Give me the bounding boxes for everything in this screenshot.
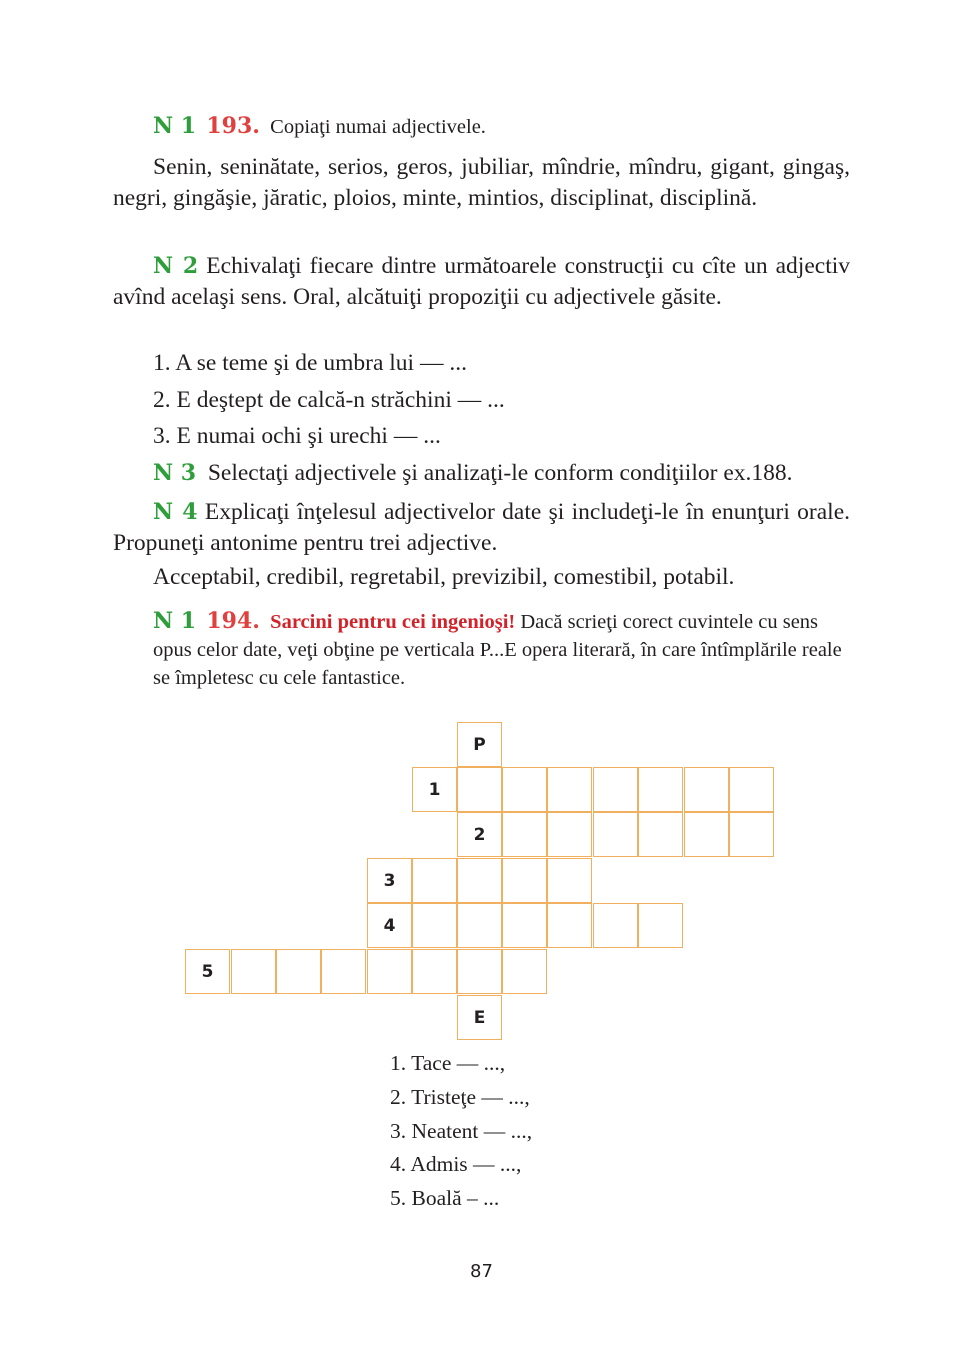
crossword-row-number: 3 [367,858,412,903]
task-text: Selectaţi adjectivele şi analizaţi-le conform condiţiilor ex.188. [207,460,793,486]
crossword-cell[interactable] [367,949,412,994]
task-text: Echivalaţi fiecare dintre următoarele construcţii cu cîte un adjectiv avînd acelaşi sens. Oral, alcătuiţi propoziţii cu adjectivele găsite. [113,253,850,310]
exercise-number: 193. [206,113,260,139]
crossword-cell[interactable] [638,903,683,948]
level-marker: N 1 [153,608,197,634]
clue-4: 4. Admis — ..., [390,1152,522,1176]
crossword-cell[interactable] [547,812,592,857]
crossword-cell[interactable] [593,812,638,857]
clue-5: 5. Boală – ... [390,1186,500,1210]
crossword-cell[interactable] [502,767,547,812]
crossword-cell[interactable] [729,812,774,857]
crossword-cell[interactable] [593,903,638,948]
crossword-row-number: 4 [367,903,412,948]
level-marker: N 4 [153,499,198,525]
crossword-cell[interactable] [547,767,592,812]
page-number: 87 [470,1261,493,1282]
crossword-cell[interactable] [547,903,592,948]
level-marker: N 3 [153,460,197,486]
crossword-cell[interactable] [729,767,774,812]
crossword-cell[interactable] [457,903,502,948]
crossword-row-number: 1 [412,767,457,812]
task-n4 [113,497,850,559]
level-marker: N 1 [153,113,197,139]
crossword-cell[interactable] [231,949,276,994]
crossword-cell[interactable] [502,812,547,857]
clue-2: 2. Tristeţe — ..., [390,1085,530,1109]
ex193-header [153,113,486,139]
crossword-cell[interactable] [638,812,683,857]
crossword-cell[interactable] [457,949,502,994]
crossword-cell[interactable] [684,767,729,812]
exercise-number: 194. [206,608,260,634]
crossword-row-number: 2 [457,812,502,857]
crossword-cell-bottom-letter: E [457,995,502,1040]
n2-item-3: 3. E numai ochi şi urechi — ... [153,423,441,449]
crossword-cell[interactable] [502,949,547,994]
ex194-block [153,607,850,692]
clue-3: 3. Neatent — ..., [390,1119,533,1143]
crossword-cell[interactable] [412,858,457,903]
crossword-cell[interactable] [276,949,321,994]
n4-word-list: Acceptabil, credibil, regretabil, previzibil, comestibil, potabil. [153,564,735,590]
exercise-instruction: Dacă scrieţi corect cuvintele cu sens opus celor date, veţi obţine pe verticala P...E opera literară, în care întîmplările reale se împletesc cu cele fantastice. [153,611,842,689]
level-marker: N 2 [153,253,199,279]
ex193-word-list [113,152,850,214]
crossword-cell[interactable] [321,949,366,994]
crossword-cell[interactable] [547,858,592,903]
clue-1: 1. Tace — ..., [390,1051,506,1075]
exercise-instruction: Copiaţi numai adjectivele. [270,116,486,138]
crossword-cell[interactable] [638,767,683,812]
crossword-cell[interactable] [457,767,502,812]
crossword-row-number: 5 [185,949,230,994]
word-list-text: Senin, seninătate, serios, geros, jubiliar, mîndrie, mîndru, gigant, gingaş, negri, gingăşie, jăratic, ploios, minte, mintios, disciplinat, disciplină. [113,154,850,211]
crossword-cell[interactable] [593,767,638,812]
crossword-cell[interactable] [457,858,502,903]
task-n2 [113,251,850,313]
crossword-cell[interactable] [684,812,729,857]
crossword-cell-top-letter: P [457,722,502,767]
crossword-cell[interactable] [502,858,547,903]
crossword-cell[interactable] [412,949,457,994]
n2-item-1: 1. A se teme şi de umbra lui — ... [153,350,467,376]
n2-item-2: 2. E deştept de calcă-n străchini — ... [153,387,505,413]
crossword-cell[interactable] [502,903,547,948]
task-text: Explicaţi înţelesul adjectivelor date şi includeţi-le în enunţuri orale. Propuneţi antonime pentru trei adjective. [113,499,851,556]
task-n3 [153,460,793,487]
crossword-cell[interactable] [412,903,457,948]
exercise-title: Sarcini pentru cei ingenioşi! [270,611,516,633]
